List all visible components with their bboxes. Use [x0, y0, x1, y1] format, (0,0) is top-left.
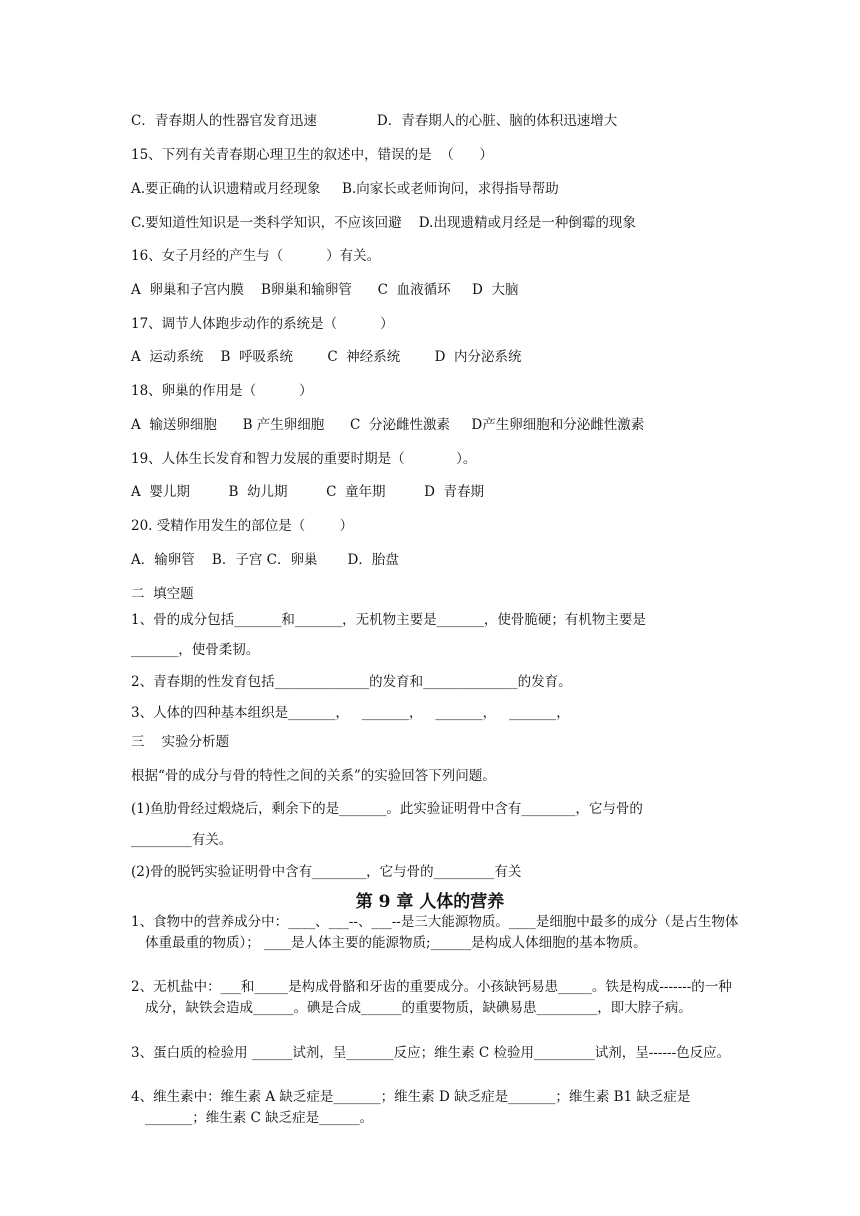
experiment-q1-line2: _________有关。 — [131, 832, 233, 848]
nutrition-item-4: 4、维生素中：维生素 A 缺乏症是_______；维生素 D 缺乏症是_______；维生素 B1 缺乏症是_______；维生素 C 缺乏症是______。 — [131, 1089, 691, 1126]
q16-options: A 卵巢和子宫内膜 B卵巢和输卵管 C 血液循环 D 大脑 — [131, 282, 519, 298]
nutrition-item-1: 1、食物中的营养成分中：____、___--、___--是三大能源物质。____是细胞中最多的成分（是占生物体体重最重的物质）； ____是人体主要的能源物质;______是构成人体细胞的基本物质。 — [131, 914, 739, 951]
q18-options: A 输送卵细胞 B 产生卵细胞 C 分泌雌性激素 D产生卵细胞和分泌雌性激素 — [131, 417, 645, 433]
q19-question: 19、人体生长发育和智力发展的重要时期是（ ）。 — [131, 451, 477, 467]
section-fill-blank-heading: 二 填空题 — [131, 586, 194, 602]
nutrition-item-3: 3、蛋白质的检验用 ______试剂，呈_______反应；维生素 C 检验用_________试剂，呈------色反应。 — [131, 1045, 731, 1061]
q15-question: 15、下列有关青春期心理卫生的叙述中，错误的是 （ ） — [131, 147, 494, 163]
nutrition-item-2: 2、无机盐中：___和_____是构成骨骼和牙齿的重要成分。小孩缺钙易患_____。铁是构成-------的一种成分，缺铁会造成______。碘是合成______的重要物质，缺碘易患_________，即大脖子病。 — [131, 979, 732, 1016]
q15-options-cd: C.要知道性知识是一类科学知识，不应该回避 D.出现遗精或月经是一种倒霉的现象 — [131, 215, 636, 231]
q20-question: 20. 受精作用发生的部位是（ ） — [131, 518, 354, 534]
fill-q2: 2、青春期的性发育包括______________的发育和______________的发育。 — [131, 674, 572, 690]
q17-question: 17、调节人体跑步动作的系统是（ ） — [131, 316, 394, 332]
fill-q1-line2: _______，使骨柔韧。 — [131, 642, 260, 658]
q15-options-ab: A.要正确的认识遗精或月经现象 B.向家长或老师询问，求得指导帮助 — [131, 181, 559, 197]
section-experiment-heading: 三 实验分析题 — [131, 734, 230, 750]
experiment-q1-line1: (1)鱼肋骨经过煅烧后，剩余下的是_______。此实验证明骨中含有________，它与骨的 — [131, 801, 643, 817]
q18-question: 18、卵巢的作用是（ ） — [131, 383, 313, 399]
fill-q3: 3、人体的四种基本组织是_______， _______， _______， _______， — [131, 705, 570, 721]
experiment-intro: 根据“骨的成分与骨的特性之间的关系”的实验回答下列问题。 — [131, 768, 496, 784]
experiment-q2: (2)骨的脱钙实验证明骨中含有________，它与骨的_________有关 — [131, 864, 522, 880]
chapter-title: 第 9 章 人体的营养 — [355, 892, 505, 912]
q17-options: A 运动系统 B 呼吸系统 C 神经系统 D 内分泌系统 — [131, 349, 522, 365]
q20-options: A．输卵管 B．子宫 C．卵巢 D．胎盘 — [131, 552, 399, 568]
q14-options-cd: C．青春期人的性器官发育迅速 D．青春期人的心脏、脑的体积迅速增大 — [131, 113, 618, 129]
fill-q1-line1: 1、骨的成分包括_______和_______，无机物主要是_______，使骨脆硬；有机物主要是 — [131, 612, 646, 628]
q16-question: 16、女子月经的产生与（ ）有关。 — [131, 248, 381, 264]
q19-options: A 婴儿期 B 幼儿期 C 童年期 D 青春期 — [131, 484, 485, 500]
